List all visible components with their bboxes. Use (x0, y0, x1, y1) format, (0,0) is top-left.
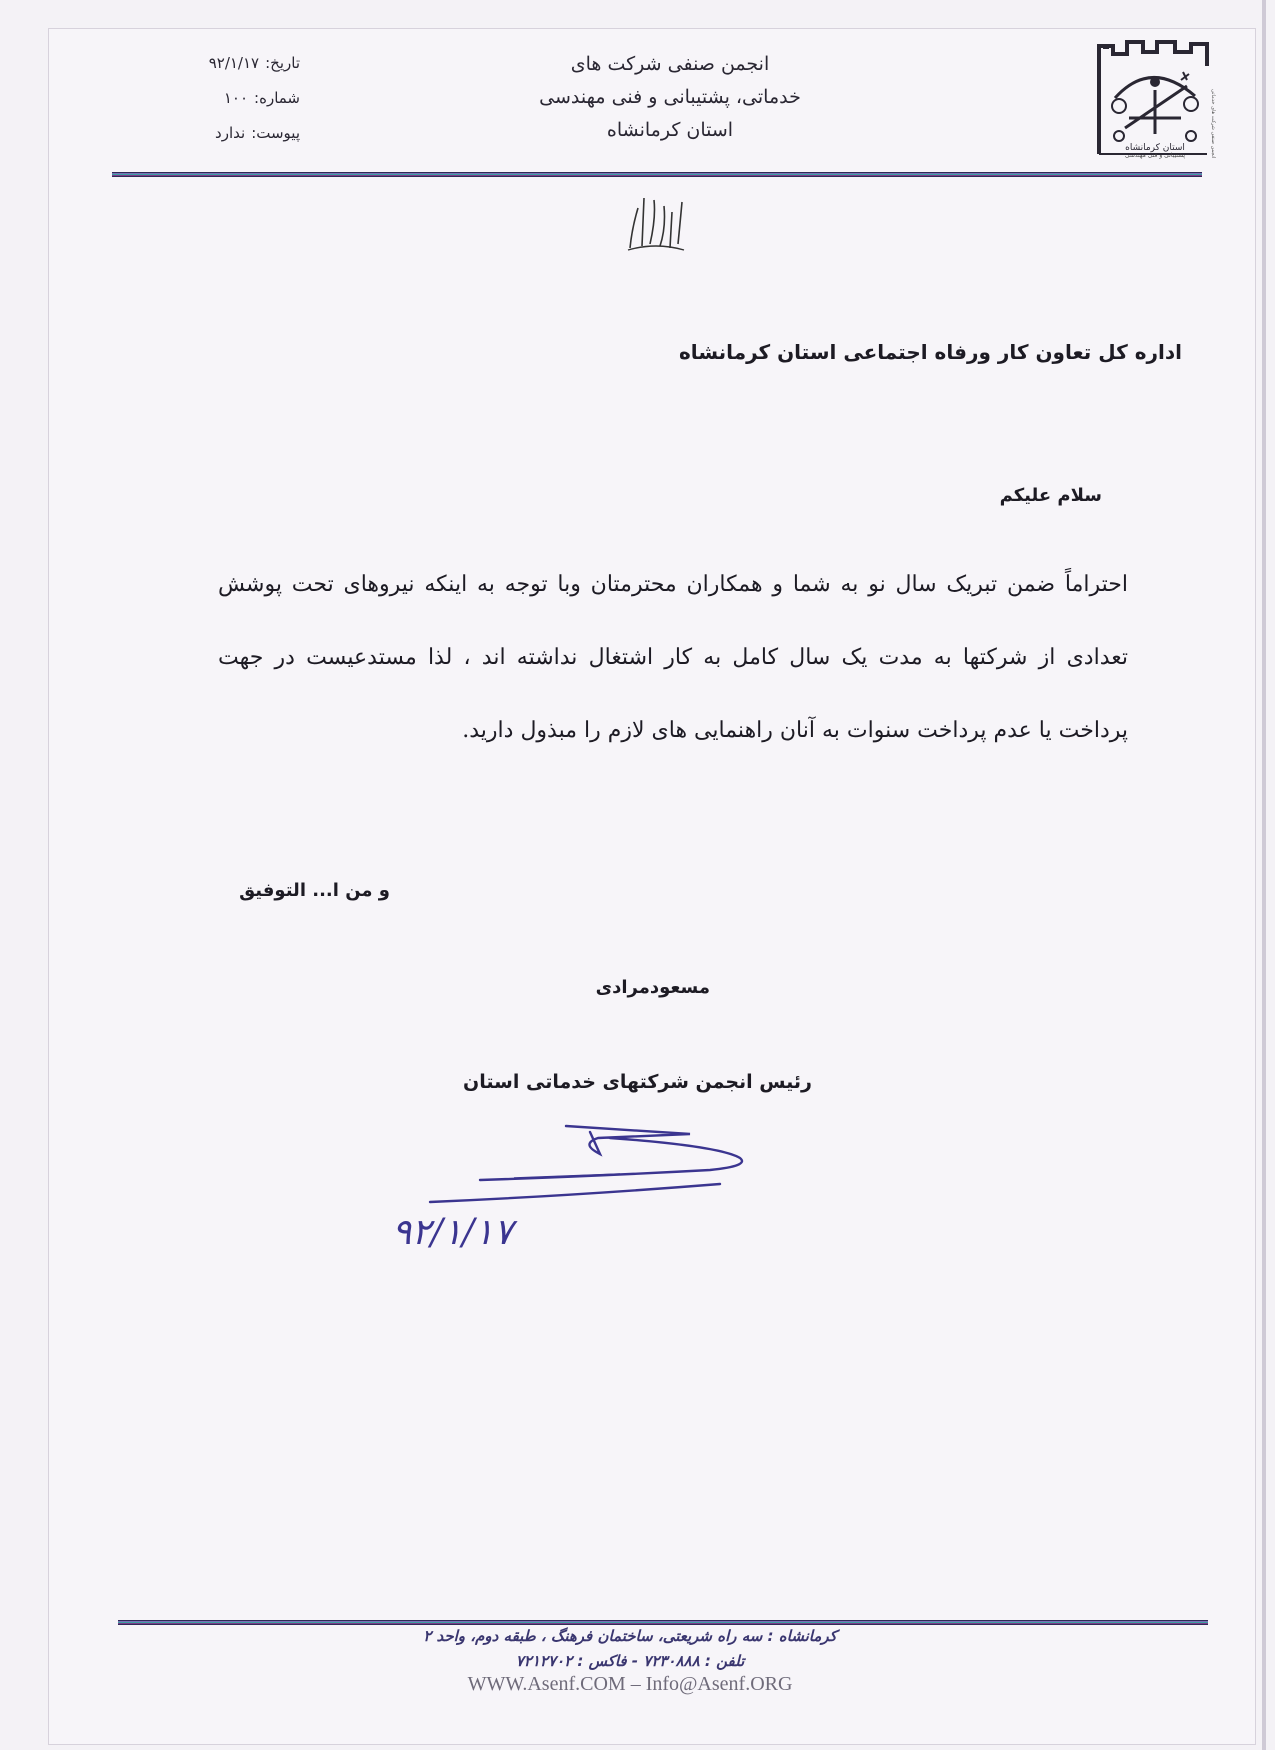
date-row (140, 46, 300, 81)
number-label: شماره: (254, 89, 300, 107)
footer-address: کرمانشاه : سه راه شریعتی، ساختمان فرهنگ ، طبقه دوم، واحد ۲ (423, 1627, 837, 1645)
association-logo (1095, 38, 1213, 158)
org-line-2: خدماتی، پشتیبانی و فنی مهندسی (539, 86, 801, 108)
org-line-1: انجمن صنفی شرکت های (570, 53, 770, 75)
closing-phrase: و من ا... التوفیق (239, 880, 390, 901)
organization-heading (470, 48, 870, 147)
attachment-label: پیوست: (251, 124, 300, 142)
logo-side-text: انجمن صنفی شرکت های خدماتی (1210, 88, 1216, 158)
date-value: ۹۲/۱/۱۷ (208, 54, 260, 72)
number-value: ۱۰۰ (223, 89, 249, 107)
bismillah-calligraphy (620, 188, 690, 256)
attachment-value: ندارد (215, 124, 246, 142)
org-line-3: استان کرمانشاه (606, 119, 734, 141)
letter-meta (140, 46, 300, 151)
number-row (140, 81, 300, 116)
scan-edge (1262, 0, 1266, 1750)
bismillah-text: باسمه تعالی (644, 250, 666, 255)
letter-body: احتراماً ضمن تبریک سال نو به شما و همکاران محترمتان وبا توجه به اینکه نیروهای تحت پوشش تعدادی از شرکتها به مدت یک سال کامل به کار اشتغال نداشته اند ، لذا مستدعیست در جهت پرداخت یا عدم پرداخت سنوات به آنان راهنمایی های لازم را مبذول دارید. (218, 572, 1128, 743)
header-divider (112, 172, 1202, 177)
logo-text: استان کرمانشاه (1125, 143, 1185, 153)
greeting: سلام علیکم (999, 485, 1102, 506)
recipient-line: اداره کل تعاون کار ورفاه اجتماعی استان کرمانشاه (679, 340, 1182, 364)
signer-name: مسعودمرادی (595, 977, 710, 998)
logo-bottom-text: پشتیبانی و فنی مهندسی (1124, 152, 1186, 159)
attachment-row (140, 116, 300, 151)
footer-web-link[interactable]: WWW.Asenf.COM – Info@Asenf.ORG (467, 1673, 793, 1695)
handwritten-date: ۹۲/۱/۱۷ (392, 1212, 513, 1253)
date-label: تاریخ: (265, 54, 300, 72)
footer-phone: تلفن : ۷۲۳۰۸۸۸ - فاکس : ۷۲۱۲۷۰۲ (515, 1652, 745, 1670)
signer-title: رئیس انجمن شرکتهای خدماتی استان (463, 1071, 812, 1093)
footer-address-block (330, 1624, 930, 1674)
